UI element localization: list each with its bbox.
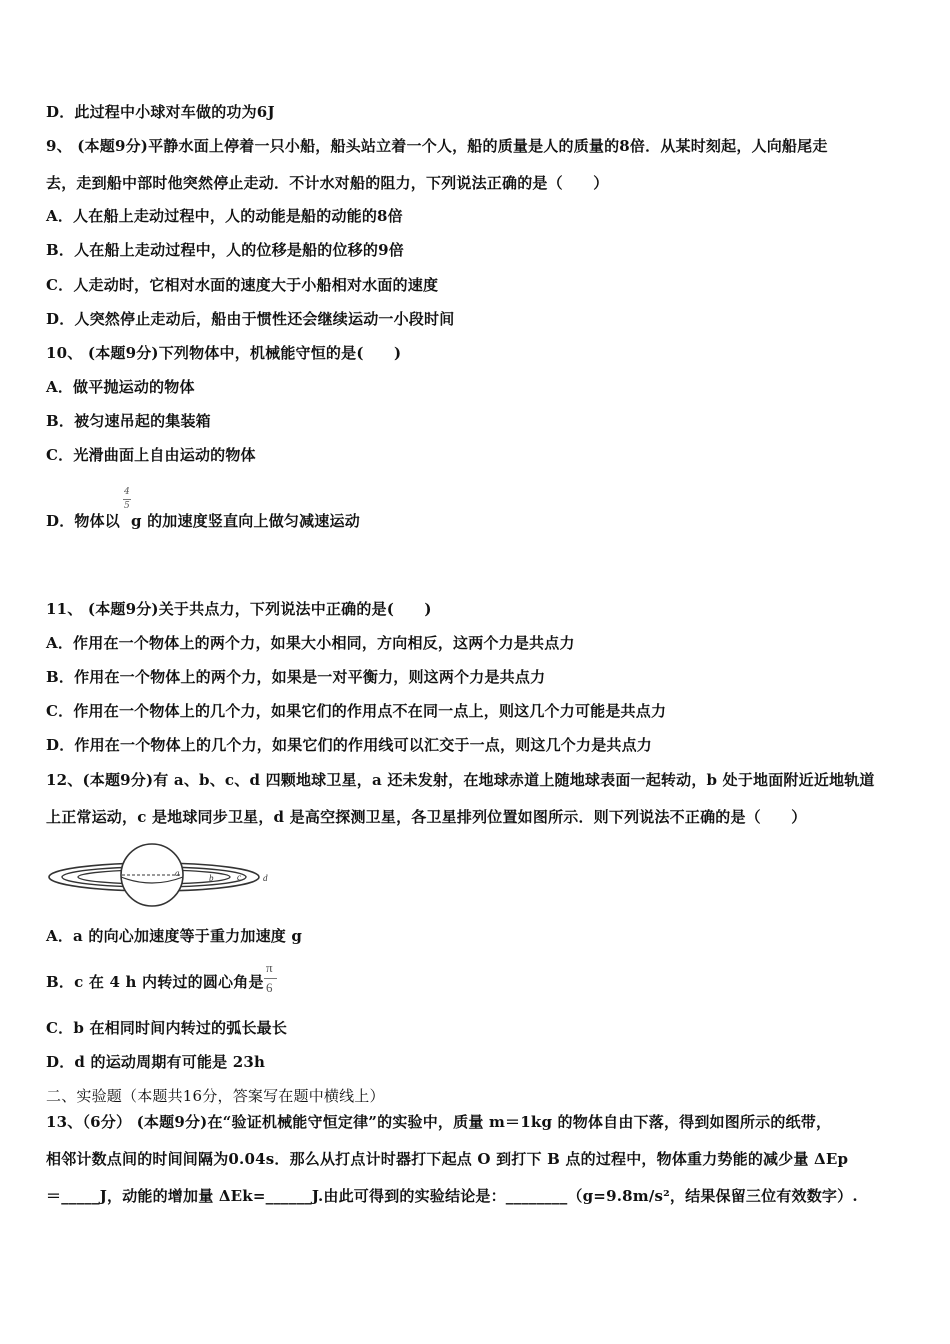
fraction-bar — [123, 499, 131, 500]
question-12-option-a: A．a 的向心加速度等于重力加速度 g — [46, 927, 303, 945]
fraction-denominator: 5 — [124, 501, 130, 511]
question-9-option-a: A．人在船上走动过程中，人的动能是船的动能的8倍 — [46, 207, 403, 225]
pi-fraction-bar — [264, 978, 277, 979]
question-12-option-d: D．d 的运动周期有可能是 23h — [46, 1053, 266, 1071]
question-12-stem-1: 12、(本题9分)有 a、b、c、d 四颗地球卫星，a 还未发射，在地球赤道上随地球表面一起转动，b 处于地面附近近地轨道 — [46, 771, 875, 789]
label-d: d — [263, 873, 268, 883]
satellite-orbit-figure — [46, 843, 286, 913]
option-d-q8: D．此过程中小球对车做的功为6J — [46, 103, 275, 121]
question-10-option-d-suffix: g 的加速度竖直向上做匀减速运动 — [131, 512, 360, 530]
question-10-option-c: C．光滑曲面上自由运动的物体 — [46, 446, 256, 464]
question-10-stem: 10、 (本题9分)下列物体中，机械能守恒的是( ) — [46, 344, 402, 362]
question-9-option-b: B．人在船上走动过程中，人的位移是船的位移的9倍 — [46, 241, 404, 259]
pi-numerator: π — [266, 960, 273, 975]
question-12-option-c: C．b 在相同时间内转过的弧长最长 — [46, 1019, 288, 1037]
question-11-option-c: C．作用在一个物体上的几个力，如果它们的作用点不在同一点上，则这几个力可能是共点力 — [46, 702, 667, 720]
question-10-option-b: B．被匀速吊起的集装箱 — [46, 412, 211, 430]
question-9-option-d: D．人突然停止走动后，船由于惯性还会继续运动一小段时间 — [46, 310, 455, 328]
question-9-option-c: C．人走动时，它相对水面的速度大于小船相对水面的速度 — [46, 276, 439, 294]
question-13-stem-2: 相邻计数点间的时间间隔为0.04s．那么从打点计时器打下起点 O 到打下 B 点的过程中，物体重力势能的减少量 ΔEp — [46, 1150, 849, 1168]
question-11-option-d: D．作用在一个物体上的几个力，如果它们的作用线可以汇交于一点，则这几个力是共点力 — [46, 736, 653, 754]
question-11-option-b: B．作用在一个物体上的两个力，如果是一对平衡力，则这两个力是共点力 — [46, 668, 546, 686]
question-11-option-a: A．作用在一个物体上的两个力，如果大小相同，方向相反，这两个力是共点力 — [46, 634, 575, 652]
question-9-stem-2: 去，走到船中部时他突然停止走动．不计水对船的阻力，下列说法正确的是（ ） — [46, 174, 609, 192]
question-13-stem-3: ＝_____J，动能的增加量 ΔEk=______J.由此可得到的实验结论是：________（g=9.8m/s²，结果保留三位有效数字）. — [46, 1187, 858, 1205]
question-12-stem-2: 上正常运动，c 是地球同步卫星，d 是高空探测卫星，各卫星排列位置如图所示．则下列说法不正确的是（ ） — [46, 808, 807, 826]
question-10-option-a: A．做平抛运动的物体 — [46, 378, 195, 396]
question-12-option-b: B．c 在 4 h 内转过的圆心角是 — [46, 973, 264, 991]
pi-denominator: 6 — [266, 980, 273, 995]
question-9-stem-1: 9、 (本题9分)平静水面上停着一只小船，船头站立着一个人，船的质量是人的质量的8倍．从某时刻起，人向船尾走 — [46, 137, 828, 155]
label-b: b — [209, 873, 214, 883]
fraction-numerator: 4 — [124, 487, 130, 497]
label-a: a — [175, 868, 180, 878]
question-10-option-d-prefix: D．物体以 — [46, 512, 121, 530]
question-13-stem-1: 13、（6分） (本题9分)在“验证机械能守恒定律”的实验中，质量 m＝1kg 的物体自由下落，得到如图所示的纸带， — [46, 1113, 832, 1131]
section-heading-experiment: 二、实验题（本题共16分，答案写在题中横线上） — [46, 1087, 385, 1105]
question-11-stem: 11、 (本题9分)关于共点力，下列说法中正确的是( ) — [46, 600, 432, 618]
label-c: c — [237, 872, 241, 882]
